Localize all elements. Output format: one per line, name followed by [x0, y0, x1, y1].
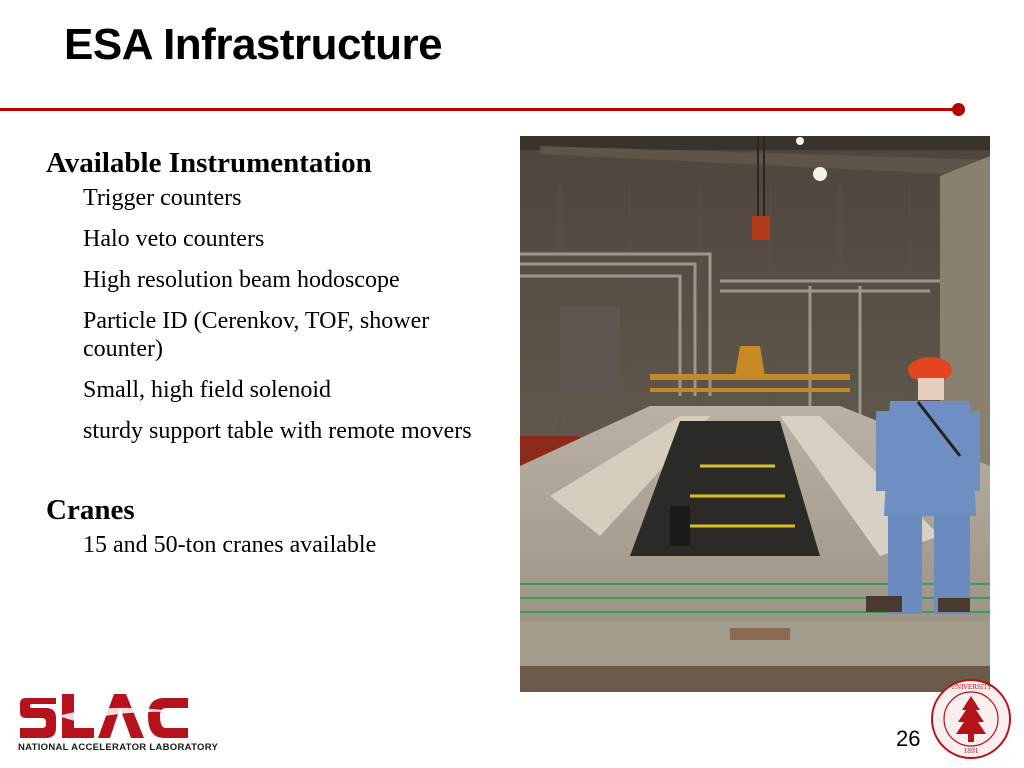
list-item: sturdy support table with remote movers	[83, 418, 472, 444]
list-item: High resolution beam hodoscope	[83, 267, 400, 293]
experimental-hall-photo	[520, 136, 990, 692]
university-seal-icon	[930, 678, 1012, 760]
logo-subtitle: NATIONAL ACCELERATOR LABORATORY	[18, 742, 219, 753]
list-item: Particle ID (Cerenkov, TOF, shower counter)	[83, 308, 430, 362]
list-item: 15 and 50-ton cranes available	[83, 532, 377, 558]
cranes-heading: Cranes	[46, 494, 135, 526]
list-item: Halo veto counters	[83, 226, 265, 252]
title-divider	[0, 108, 958, 111]
list-item: Trigger counters	[83, 185, 242, 211]
seal-text: UNIVERSITY	[950, 684, 992, 691]
photo-icon	[520, 136, 990, 692]
seal-year: 1891	[963, 748, 979, 755]
instrumentation-heading: Available Instrumentation	[46, 147, 372, 179]
page-number: 26	[896, 726, 921, 751]
slide-title: ESA Infrastructure	[64, 20, 443, 69]
title-divider-dot	[952, 103, 965, 116]
slide-content	[46, 146, 508, 559]
list-item: Small, high field solenoid	[83, 377, 331, 403]
